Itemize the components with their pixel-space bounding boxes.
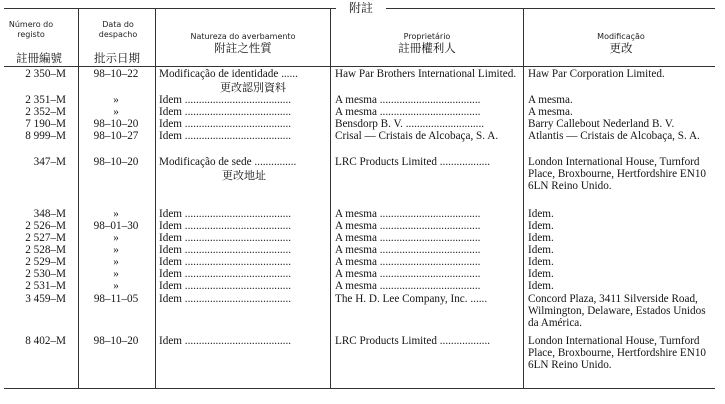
column-divider	[523, 8, 524, 388]
annotation-nature-cn: 更改地址	[222, 170, 266, 182]
owner: Bensdorp B. V. ............................	[335, 119, 485, 130]
annotation-nature: Idem ......................................	[159, 107, 292, 118]
record-number: 2 526–M	[25, 220, 66, 232]
annotation-nature: Idem ......................................	[159, 257, 292, 268]
change: A mesma.	[528, 94, 573, 106]
change: Idem.	[528, 232, 554, 244]
record-number: 2 350–M	[25, 68, 66, 80]
dispatch-date: 98–10–27	[93, 130, 139, 142]
column-divider	[330, 8, 331, 388]
record-number: 2 352–M	[25, 106, 66, 118]
record-number: 2 529–M	[25, 256, 66, 268]
owner: A mesma ....................................	[335, 221, 481, 232]
column-divider	[78, 8, 79, 388]
record-number: 2 530–M	[25, 268, 66, 280]
annotation-nature: Modificação de identidade ......	[159, 69, 298, 80]
header-change-cn: 更改	[609, 41, 633, 55]
dispatch-date: »	[113, 106, 119, 118]
change: Concord Plaza, 3411 Silverside Road, Wilmington, Delaware, Estados Unidos da América.	[528, 293, 706, 329]
owner: LRC Products Limited ..................	[335, 157, 491, 168]
record-number: 347–M	[33, 156, 66, 168]
header-number-pt: Número do registo	[8, 20, 54, 39]
annotation-nature: Idem ......................................	[159, 233, 292, 244]
record-number: 348–M	[33, 208, 66, 220]
page-title: 附註	[336, 0, 386, 16]
dispatch-date: »	[113, 232, 119, 244]
change: London International House, Turnford Place, Broxbourne, Hertfordshire EN10 6LN Reino Unido.	[528, 156, 707, 192]
change: Atlantis — Cristais de Alcobaça, S. A.	[528, 130, 700, 142]
dispatch-date: 98–10–20	[93, 335, 139, 347]
change: Barry Callebout Nederland B. V.	[528, 118, 675, 130]
dispatch-date: 98–10–20	[93, 156, 139, 168]
change: Haw Par Corporation Limited.	[528, 68, 665, 80]
header-owner-pt: Proprietário	[403, 32, 451, 41]
record-number: 8 999–M	[25, 130, 66, 142]
header-date-cn: 批示日期	[80, 52, 154, 65]
bottom-rule	[4, 388, 715, 389]
dispatch-date: 98–01–30	[93, 220, 139, 232]
column-divider	[155, 8, 156, 388]
annotation-nature: Idem ......................................	[159, 95, 292, 106]
change: Idem.	[528, 244, 554, 256]
annotation-nature: Idem ......................................	[159, 245, 292, 256]
change: Idem.	[528, 220, 554, 232]
change: Idem.	[528, 268, 554, 280]
owner: A mesma ....................................	[335, 269, 481, 280]
owner: Crisal — Cristais de Alcobaça, S. A.	[335, 131, 499, 142]
header-rule	[4, 66, 715, 67]
owner: The H. D. Lee Company, Inc. ......	[335, 294, 488, 305]
owner: A mesma ....................................	[335, 233, 481, 244]
header-owner-cn: 註冊權利人	[398, 41, 456, 55]
annotation-nature: Idem ......................................	[159, 281, 292, 292]
owner: A mesma ....................................	[335, 257, 481, 268]
owner: A mesma ....................................	[335, 209, 481, 220]
annotation-nature: Idem ......................................	[159, 269, 292, 280]
annotation-nature: Idem ......................................	[159, 209, 292, 220]
annotation-nature: Idem ......................................	[159, 221, 292, 232]
header-change-pt: Modificação	[597, 32, 645, 41]
record-number: 2 527–M	[25, 232, 66, 244]
owner: A mesma ....................................	[335, 245, 481, 256]
annotation-nature: Idem ......................................	[159, 119, 292, 130]
record-number: 2 351–M	[25, 94, 66, 106]
dispatch-date: »	[113, 244, 119, 256]
owner: Haw Par Brothers International Limited.	[335, 69, 517, 80]
change: Idem.	[528, 256, 554, 268]
dispatch-date: »	[113, 208, 119, 220]
dispatch-date: »	[113, 268, 119, 280]
annotation-nature: Idem ......................................	[159, 294, 292, 305]
header-number-cn: 註冊編號	[2, 52, 76, 65]
owner: LRC Products Limited ..................	[335, 336, 491, 347]
owner: A mesma ....................................	[335, 95, 481, 106]
annotation-nature: Idem ......................................	[159, 131, 292, 142]
record-number: 2 528–M	[25, 244, 66, 256]
annotation-nature: Modificação de sede ...............	[159, 157, 297, 168]
annotation-nature-cn: 更改認別資料	[220, 82, 286, 94]
owner: A mesma ....................................	[335, 281, 481, 292]
record-number: 7 190–M	[25, 118, 66, 130]
change: London International House, Turnford Place, Broxbourne, Hertfordshire EN10 6LN Reino Unido.	[528, 335, 707, 371]
dispatch-date: »	[113, 280, 119, 292]
record-number: 3 459–M	[25, 293, 66, 305]
dispatch-date: »	[113, 94, 119, 106]
change: Idem.	[528, 280, 554, 292]
header-date-pt: Data do despacho	[98, 20, 138, 39]
record-number: 8 402–M	[25, 335, 66, 347]
dispatch-date: 98–11–05	[93, 293, 139, 305]
owner: A mesma ....................................	[335, 107, 481, 118]
annotation-nature: Idem ......................................	[159, 336, 292, 347]
change: Idem.	[528, 208, 554, 220]
header-nature-pt: Natureza do averbamento	[190, 32, 296, 41]
dispatch-date: »	[113, 256, 119, 268]
header-nature-cn: 附註之性質	[214, 41, 272, 55]
dispatch-date: 98–10–20	[93, 118, 139, 130]
change: A mesma.	[528, 106, 573, 118]
dispatch-date: 98–10–22	[93, 68, 139, 80]
record-number: 2 531–M	[25, 280, 66, 292]
